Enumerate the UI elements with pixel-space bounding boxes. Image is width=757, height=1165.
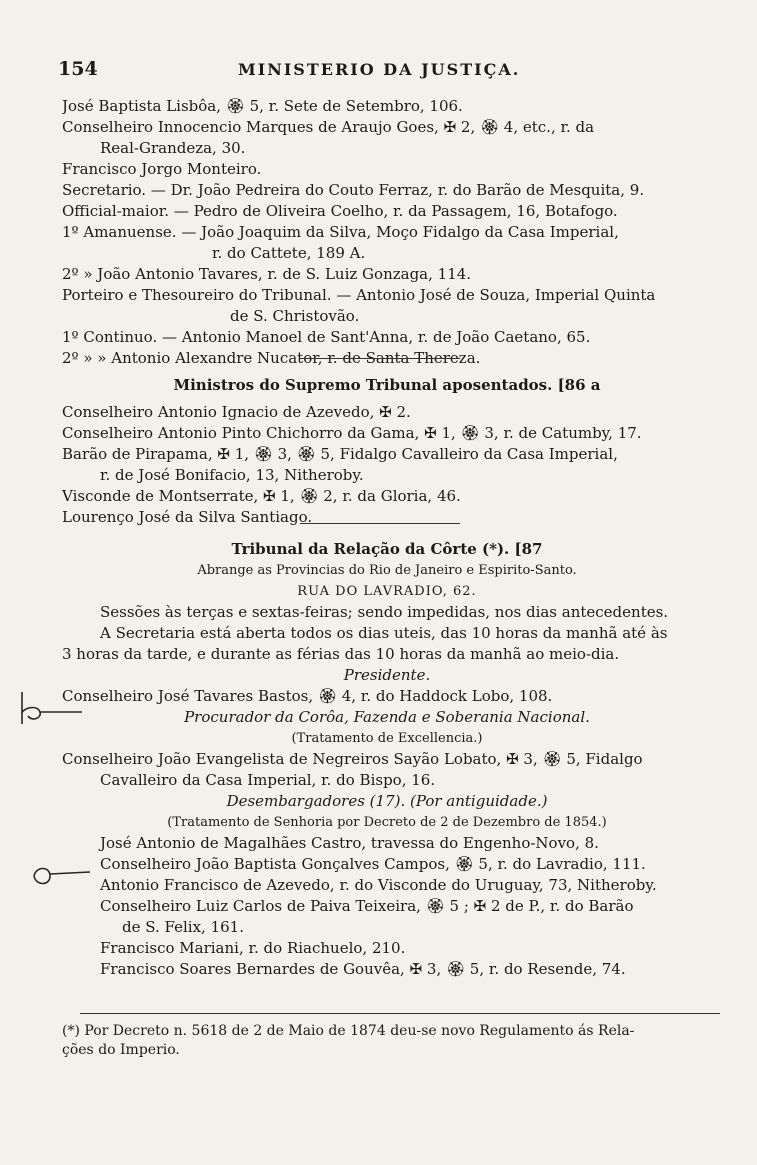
section-divider — [300, 523, 460, 524]
entry-line: Francisco Mariani, r. do Riachuelo, 210. — [100, 939, 406, 957]
entry-line: r. de José Bonifacio, 13, Nitheroby. — [100, 466, 364, 484]
footnote-divider — [80, 1013, 720, 1014]
entry-line: Francisco Soares Bernardes de Gouvêa, ✠ 3, 🏵 5, r. do Resende, 74. — [100, 960, 626, 978]
entry-line: Antonio Francisco de Azevedo, r. do Visconde do Uruguay, 73, Nitheroby. — [100, 876, 657, 894]
entry-line: Real-Grandeza, 30. — [100, 139, 246, 157]
retired-ministers-list — [62, 402, 712, 528]
footnote-line: ções do Imperio. — [62, 1042, 180, 1058]
handwritten-mark-icon — [30, 862, 100, 892]
page-number: 154 — [58, 58, 98, 80]
hours-note: A Secretaria está aberta todos os dias uteis, das 10 horas da manhã até às — [100, 624, 668, 642]
entry-line: Conselheiro Antonio Pinto Chichorro da Gama, ✠ 1, 🏵 3, r. de Catumby, 17. — [62, 424, 642, 442]
entry-line: Conselheiro Innocencio Marques de Araujo Goes, ✠ 2, 🏵 4, etc., r. da — [62, 118, 595, 136]
entry-line: de S. Felix, 161. — [122, 918, 244, 936]
entry-line: Porteiro e Thesoureiro do Tribunal. — Antonio José de Souza, Imperial Quinta — [62, 286, 656, 304]
entry-line: r. do Cattete, 189 A. — [212, 244, 366, 262]
treatment-note: (Tratamento de Senhoria por Decreto de 2 de Dezembro de 1854.) — [167, 815, 607, 830]
entry-line: Conselheiro Antonio Ignacio de Azevedo, ✠ 2. — [62, 403, 411, 421]
footnote — [62, 1022, 712, 1060]
handwritten-mark-icon — [18, 690, 88, 730]
entry-line: Cavalleiro da Casa Imperial, r. do Bispo, 16. — [100, 771, 436, 789]
section-title: Tribunal da Relação da Côrte (*). [87 — [231, 540, 543, 558]
tribunal-section — [62, 539, 712, 980]
role-heading: Presidente. — [343, 666, 431, 684]
entry-line: Conselheiro Luiz Carlos de Paiva Teixeira, 🏵 5 ; ✠ 2 de P., r. do Barão — [100, 897, 634, 915]
section-title: Ministros do Supremo Tribunal aposentados. [86 a — [173, 376, 601, 394]
running-title: MINISTERIO DA JUSTIÇA. — [238, 60, 521, 79]
page-header — [58, 58, 708, 82]
entry-line: 1º Continuo. — Antonio Manoel de Sant'Anna, r. de João Caetano, 65. — [62, 328, 591, 346]
entry-line: 2º » » Antonio Alexandre Nucator, r. de Santa Thereza. — [62, 349, 481, 367]
entry-line: Conselheiro João Baptista Gonçalves Campos, 🏵 5, r. do Lavradio, 111. — [100, 855, 646, 873]
section-divider — [300, 358, 460, 359]
entry-line: Secretario. — Dr. João Pedreira do Couto Ferraz, r. do Barão de Mesquita, 9. — [62, 181, 645, 199]
entry-line: José Antonio de Magalhães Castro, travessa do Engenho-Novo, 8. — [100, 834, 599, 852]
entry-line: Conselheiro José Tavares Bastos, 🏵 4, r. do Haddock Lobo, 108. — [62, 687, 553, 705]
entry-line: de S. Christovão. — [230, 307, 360, 325]
role-heading: Procurador da Corôa, Fazenda e Soberania Nacional. — [184, 708, 590, 726]
address: RUA DO LAVRADIO, 62. — [297, 584, 477, 599]
entry-line: Visconde de Montserrate, ✠ 1, 🏵 2, r. da Gloria, 46. — [62, 487, 461, 505]
entry-line: Barão de Pirapama, ✠ 1, 🏵 3, 🏵 5, Fidalgo Cavalleiro da Casa Imperial, — [62, 445, 618, 463]
staff-list — [62, 96, 712, 369]
footnote-line: (*) Por Decreto n. 5618 de 2 de Maio de 1874 deu-se novo Regulamento ás Rela- — [62, 1023, 635, 1039]
entry-line: Lourenço José da Silva Santiago. — [62, 508, 313, 526]
role-heading: Desembargadores (17). (Por antiguidade.) — [226, 792, 548, 810]
entry-line: Francisco Jorgo Monteiro. — [62, 160, 262, 178]
treatment-note: (Tratamento de Excellencia.) — [291, 731, 483, 746]
entry-line: 2º » João Antonio Tavares, r. de S. Luiz Gonzaga, 114. — [62, 265, 472, 283]
entry-line: Official-maior. — Pedro de Oliveira Coelho, r. da Passagem, 16, Botafogo. — [62, 202, 618, 220]
entry-line: Conselheiro João Evangelista de Negreiros Sayão Lobato, ✠ 3, 🏵 5, Fidalgo — [62, 750, 643, 768]
jurisdiction-note: Abrange as Provincias do Rio de Janeiro e Espirito-Santo. — [197, 563, 577, 578]
sessions-note: Sessões às terças e sextas-feiras; sendo impedidas, nos dias antecedentes. — [100, 603, 669, 621]
entry-line: José Baptista Lisbôa, 🏵 5, r. Sete de Setembro, 106. — [62, 97, 463, 115]
entry-line: 1º Amanuense. — João Joaquim da Silva, Moço Fidalgo da Casa Imperial, — [62, 223, 619, 241]
hours-note: 3 horas da tarde, e durante as férias das 10 horas da manhã ao meio-dia. — [62, 645, 620, 663]
